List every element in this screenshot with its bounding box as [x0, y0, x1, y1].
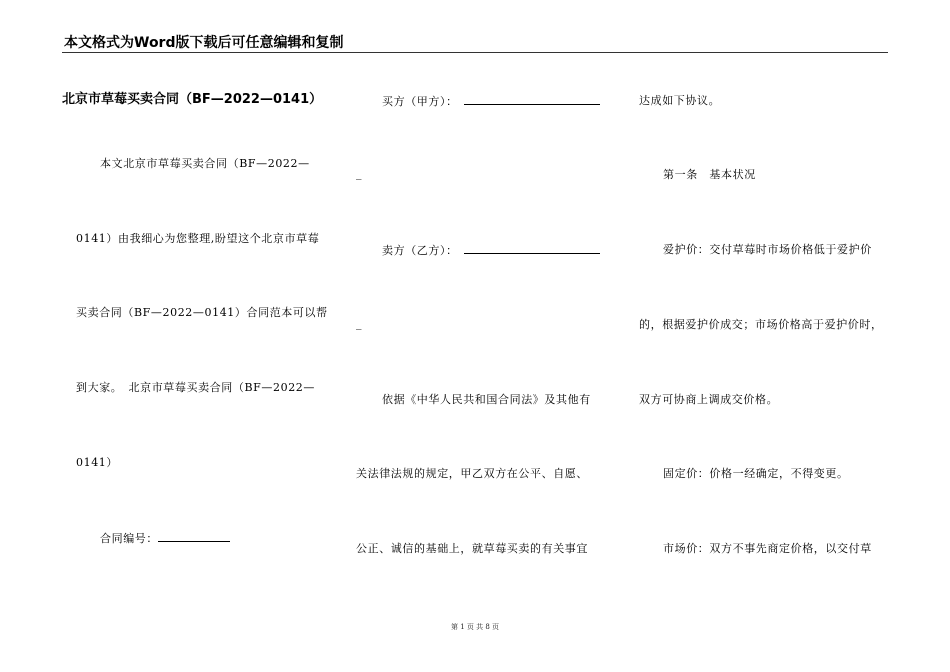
document-header-title: 本文格式为Word版下载后可任意编辑和复制 [64, 35, 344, 51]
paragraph-line: 固定价：价格一经确定，不得变更。 [663, 467, 849, 480]
paragraph-line: 爱护价：交付草莓时市场价格低于爱护价 [663, 243, 872, 256]
paragraph-line: 的，根据爱护价成交；市场价格高于爱护价时， [639, 318, 883, 331]
paragraph-line: 依据《中华人民共和国合同法》及其他有 [382, 393, 591, 406]
paragraph-line: 公正、诚信的基础上，就草莓买卖的有关事宜 [356, 542, 588, 555]
contract-number-blank [158, 531, 230, 542]
buyer-label: 买方（甲方）： [382, 95, 458, 108]
header-divider [62, 52, 888, 53]
paragraph-line: 关法律法规的规定，甲乙双方在公平、自愿、 [356, 467, 588, 480]
paragraph-line: 双方可协商上调成交价格。 [639, 393, 779, 406]
document-title: 北京市草莓买卖合同（BF—2022—0141） [62, 92, 323, 107]
contract-number-label: 合同编号： [100, 532, 158, 545]
seller-blank [464, 243, 600, 254]
seller-label: 卖方（乙方）： [382, 244, 458, 257]
paragraph-line: 到大家。 北京市草莓买卖合同（BF—2022— [76, 381, 316, 394]
page-indicator: 第 1 页 共 8 页 [450, 623, 500, 631]
paragraph-line: 达成如下协议。 [639, 94, 721, 107]
seller-row [382, 243, 600, 258]
paragraph-line: 市场价：双方不事先商定价格，以交付草 [663, 542, 872, 555]
seller-continuation: _ [356, 317, 363, 330]
contract-number-row [100, 531, 230, 546]
buyer-row [382, 94, 600, 109]
buyer-continuation: _ [356, 167, 363, 180]
section-heading: 第一条 基本状况 [663, 168, 756, 181]
paragraph-line: 0141）由我细心为您整理,盼望这个北京市草莓 [76, 232, 320, 245]
paragraph-line: 本文北京市草莓买卖合同（BF—2022— [100, 157, 310, 170]
paragraph-line: 买卖合同（BF—2022—0141）合同范本可以帮 [76, 306, 328, 319]
paragraph-line: 0141） [76, 456, 118, 469]
buyer-blank [464, 94, 600, 105]
